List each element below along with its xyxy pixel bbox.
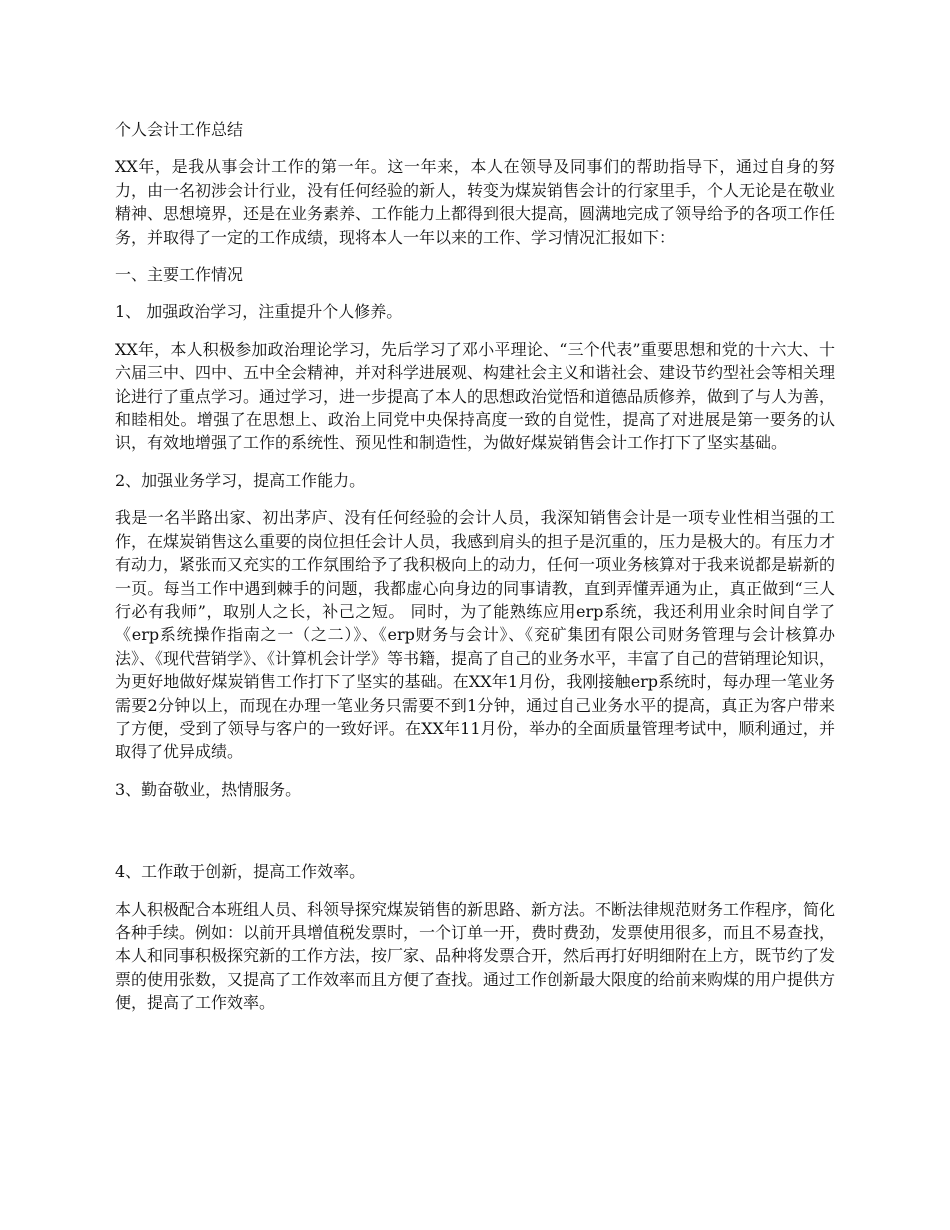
innovation-paragraph: 本人积极配合本班组人员、科领导探究煤炭销售的新思路、新方法。不断法律规范财务工作程序，简化各种手续。例如：以前开具增值税发票时，一个订单一开，费时费劲，发票使用很多，而且不易查找，本人和同事积极探究新的工作方法，按厂家、品种将发票合开，然后再打好明细附在上方，既节约了发票的使用张数，又提高了工作效率而且方便了查找。通过工作创新最大限度的给前来购煤的用户提供方便，提高了工作效率。 [115,899,836,1013]
item-heading-innovation: 4、工作敢于创新，提高工作效率。 [115,862,366,882]
document-page [115,118,835,1029]
document-title: 个人会计工作总结 [115,120,244,139]
item-heading-political-study: 1、 加强政治学习，注重提升个人修养。 [115,302,403,322]
business-study-paragraph: 我是一名半路出家、初出茅庐、没有任何经验的会计人员，我深知销售会计是一项专业性相当强的工作，在煤炭销售这么重要的岗位担任会计人员，我感到肩头的担子是沉重的，压力是极大的。有压力才有动力，紧张而又充实的工作氛围给予了我积极向上的动力，任何一项业务核算对于我来说都是崭新的一页。每当工作中遇到棘手的问题，我都虚心向身边的同事请教，直到弄懂弄通为止，真正做到“三人行必有我师”，取别人之长，补己之短。 同时，为了能熟练应用erp系统，我还利用业余时间自学了《erp系统操作指南之一（之二）》、《erp财务与会计》、《兖矿集团有限公司财务管理与会计核算办法》、《现代营销学》、《计算机会计学》等书籍，提高了自己的业务水平，丰富了自己的营销理论知识，为更好地做好煤炭销售工作打下了坚实的基础。在XX年1月份，我刚接触erp系统时，每办理一笔业务需要2分钟以上，而现在办理一笔业务只需要不到1分钟，通过自己业务水平的提高，真正为客户带来了方便，受到了领导与客户的一致好评。在XX年11月份，举办的全面质量管理考试中，顺利通过，并取得了优异成绩。 [115,508,836,762]
blank-spacer [115,815,835,860]
intro-paragraph: XX年，是我从事会计工作的第一年。这一年来，本人在领导及同事们的帮助指导下，通过自身的努力，由一名初涉会计行业，没有任何经验的新人，转变为煤炭销售会计的行家里手，个人无论是在敬业精神、思想境界，还是在业务素养、工作能力上都得到很大提高，圆满地完成了领导给予的各项工作任务，并取得了一定的工作成绩，现将本人一年以来的工作、学习情况汇报如下： [115,157,836,247]
political-study-paragraph: XX年，本人积极参加政治理论学习，先后学习了邓小平理论、“三个代表”重要思想和党的十六大、十六届三中、四中、五中全会精神，并对科学进展观、构建社会主义和谐社会、建设节约型社会等相关理论进行了重点学习。通过学习，进一步提高了本人的思想政治觉悟和道德品质修养，做到了与人为善，和睦相处。增强了在思想上、政治上同党中央保持高度一致的自觉性，提高了对进展是第一要务的认识，有效地增强了工作的系统性、预见性和制造性，为做好煤炭销售会计工作打下了坚实基础。 [115,339,836,453]
item-heading-business-study: 2、加强业务学习，提高工作能力。 [115,470,366,490]
item-heading-diligent-service: 3、勤奋敬业，热情服务。 [115,779,302,799]
section-heading-main-work: 一、主要工作情况 [115,265,244,285]
